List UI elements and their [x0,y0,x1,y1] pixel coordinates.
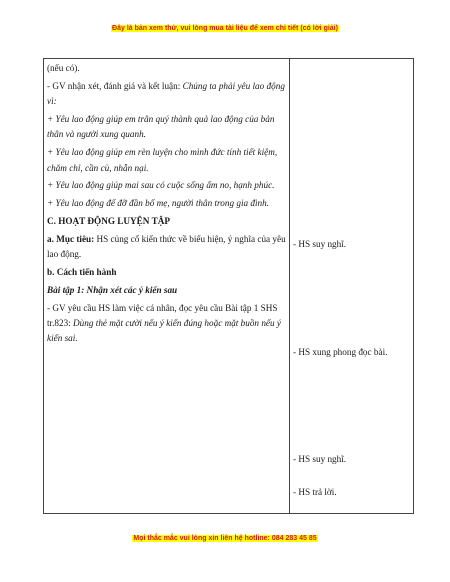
goal-text: HS củng cố kiến thức về biểu hiện, ý nghĩa của yêu lao động. [47,233,286,260]
column-divider [289,59,290,513]
student-response: - HS xung phong đọc bài. [293,347,388,357]
lesson-table [43,58,414,514]
preview-notice-banner [0,25,450,32]
instruction-lead: - GV yêu cầu HS làm việc cá nhân, đọc yêu cầu Bài tập 1 SHS tr.823: [47,302,278,328]
exercise-heading: Bài tập 1: Nhận xét các ý kiến sau [47,284,178,295]
conclusion-statement: Chúng ta phải yêu lao động vì: [47,80,285,107]
paragraph-note: (nếu có). [47,63,80,73]
section-heading: C. HOẠT ĐỘNG LUYỆN TẬP [47,216,170,226]
student-response: - HS suy nghĩ. [293,454,347,464]
hotline-text: Mọi thắc mắc vui lòng xin liên hệ hotline: 084 283 45 85 [133,535,317,542]
bullet-item: + Yêu lao động giúp em rèn luyện cho mình đức tính tiết kiệm, chăm chỉ, cần cù, nhẫn nại. [47,147,278,173]
student-response: - HS trả lời. [293,487,337,497]
bullet-item: + Yêu lao động giúp mai sau có cuộc sống ấm no, hạnh phúc. [47,180,275,191]
bullet-item: + Yêu lao động để đỡ đần bố mẹ, người thân trong gia đình. [47,198,270,209]
teacher-activity-column [47,61,287,349]
exercise-instruction [47,301,287,347]
goal-paragraph [47,232,287,263]
preview-notice-text: Đây là bản xem thử, vui lòng mua tài liệu để xem chi tiết (có lời giải) [112,25,338,32]
goal-label: a. Mục tiêu: [47,233,95,244]
method-heading: b. Cách tiến hành [47,267,117,277]
bullet-item: + Yêu lao động giúp em trân quý thành quả lao động của bản thân và người xung quanh. [47,114,275,140]
conclusion-lead: - GV nhận xét, đánh giá và kết luận: [47,80,183,91]
student-response: - HS suy nghĩ. [293,239,347,249]
instruction-detail: Dùng thẻ mặt cười nếu ý kiến đúng hoặc mặt buồn nếu ý kiến sai. [47,318,281,344]
contact-hotline-banner [0,535,450,542]
paragraph-conclusion [47,79,287,110]
